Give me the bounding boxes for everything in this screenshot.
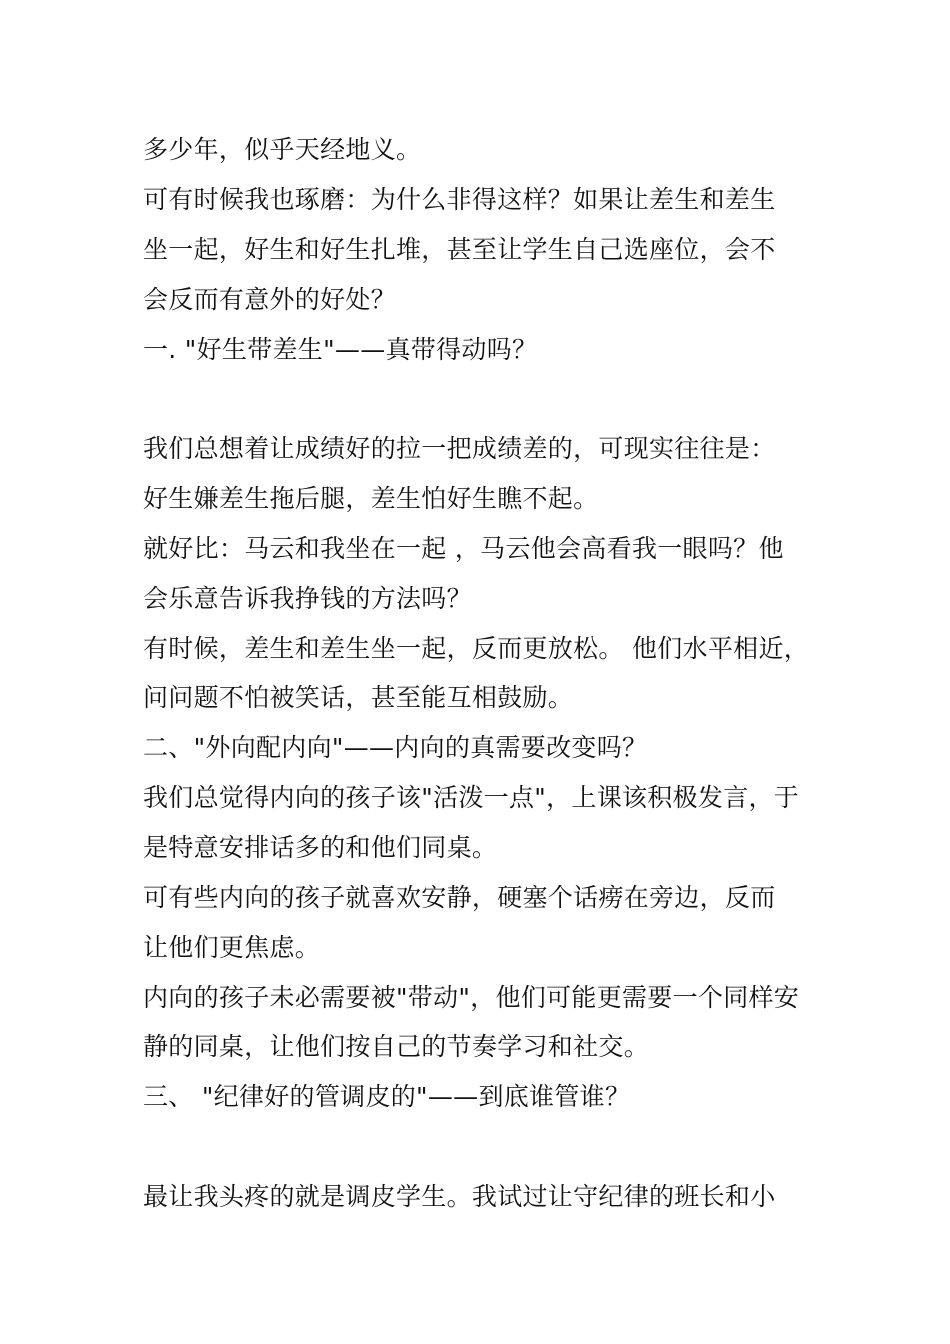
text-line: 好生嫌差生拖后腿，差生怕好生瞧不起。 [143, 484, 599, 513]
text-line: 可有时候我也琢磨：为什么非得这样？如果让差生和差生 [143, 185, 776, 214]
text-line: 我们总想着让成绩好的拉一把成绩差的，可现实往往是： [143, 434, 776, 463]
text-line: 我们总觉得内向的孩子该"活泼一点"，上课该积极发言，于 [143, 783, 800, 812]
section-heading: 二、"外向配内向"——内向的真需要改变吗？ [143, 733, 648, 762]
text-line: 最让我头疼的就是调皮学生。我试过让守纪律的班长和小 [143, 1182, 776, 1211]
text-line: 会乐意告诉我挣钱的方法吗？ [143, 584, 472, 613]
text-line: 静的同桌，让他们按自己的节奏学习和社交。 [143, 1032, 650, 1061]
text-line: 就好比：马云和我坐在一起 ，马云他会高看我一眼吗？他 [143, 534, 784, 563]
text-line: 问问题不怕被笑话，甚至能互相鼓励。 [143, 683, 574, 712]
text-line: 坐一起，好生和好生扎堆，甚至让学生自己选座位，会不 [143, 235, 776, 264]
section-heading: 一. "好生带差生"——真带得动吗？ [143, 335, 538, 364]
text-line: 多少年，似乎天经地义。 [143, 135, 422, 164]
text-line: 可有些内向的孩子就喜欢安静，硬塞个话痨在旁边，反而 [143, 883, 776, 912]
section-heading: 三、 "纪律好的管调皮的"——到底谁管谁？ [143, 1082, 631, 1111]
text-line: 是特意安排话多的和他们同桌。 [143, 833, 498, 862]
text-line: 有时候，差生和差生坐一起，反而更放松。 他们水平相近， [143, 634, 810, 663]
text-line: 内向的孩子未必需要被"带动"，他们可能更需要一个同样安 [143, 983, 800, 1012]
text-line: 会反而有意外的好处？ [143, 285, 397, 314]
text-line: 让他们更焦虑。 [143, 933, 321, 962]
